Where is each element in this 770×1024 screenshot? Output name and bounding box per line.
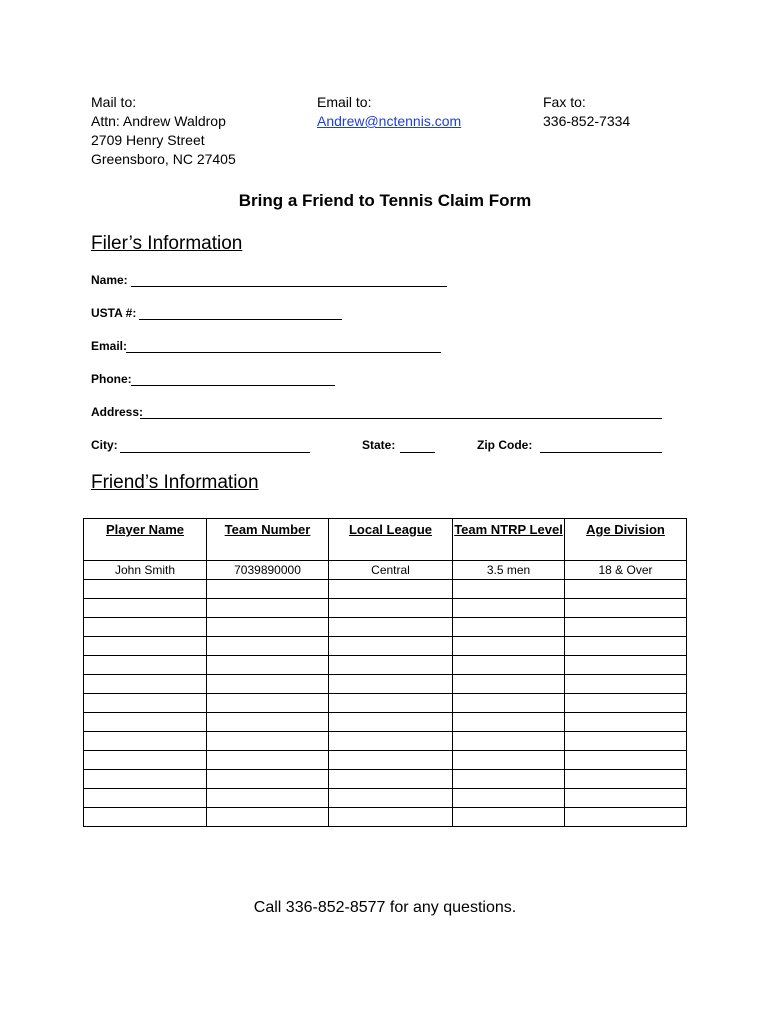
table-cell[interactable]: Central xyxy=(329,561,453,580)
table-row xyxy=(84,637,687,656)
table-cell[interactable] xyxy=(329,732,453,751)
table-cell[interactable] xyxy=(84,694,207,713)
table-cell[interactable] xyxy=(565,694,687,713)
friend-section-heading: Friend’s Information xyxy=(91,472,259,493)
table-row xyxy=(84,656,687,675)
email-to-block xyxy=(317,93,461,131)
table-row xyxy=(84,751,687,770)
table-cell[interactable] xyxy=(453,751,565,770)
email-input-line[interactable] xyxy=(126,352,441,353)
table-row xyxy=(84,618,687,637)
table-cell[interactable] xyxy=(453,599,565,618)
table-cell[interactable] xyxy=(565,732,687,751)
table-cell[interactable] xyxy=(84,599,207,618)
table-row xyxy=(84,561,687,580)
col-header-local-league: Local League xyxy=(329,519,453,561)
usta-label: USTA #: xyxy=(91,306,137,320)
table-cell[interactable] xyxy=(84,675,207,694)
table-row xyxy=(84,580,687,599)
table-cell[interactable] xyxy=(207,751,329,770)
table-cell[interactable] xyxy=(329,770,453,789)
table-cell[interactable] xyxy=(84,618,207,637)
form-title: Bring a Friend to Tennis Claim Form xyxy=(238,191,532,210)
table-cell[interactable] xyxy=(565,656,687,675)
table-cell[interactable] xyxy=(207,789,329,808)
table-cell[interactable] xyxy=(329,789,453,808)
table-row xyxy=(84,599,687,618)
col-header-team-number: Team Number xyxy=(207,519,329,561)
table-cell[interactable] xyxy=(84,770,207,789)
table-cell[interactable] xyxy=(84,713,207,732)
address-label: Address: xyxy=(91,405,144,419)
table-cell[interactable] xyxy=(453,770,565,789)
table-row xyxy=(84,732,687,751)
mail-to-label: Mail to: xyxy=(91,94,137,110)
table-cell[interactable] xyxy=(453,808,565,827)
phone-input-line[interactable] xyxy=(131,385,335,386)
table-cell[interactable] xyxy=(329,599,453,618)
city-label: City: xyxy=(91,438,118,452)
table-row xyxy=(84,713,687,732)
table-cell[interactable] xyxy=(565,580,687,599)
table-cell[interactable] xyxy=(329,637,453,656)
fax-to-block xyxy=(543,93,630,131)
table-cell[interactable] xyxy=(207,713,329,732)
table-cell[interactable] xyxy=(565,599,687,618)
table-cell[interactable] xyxy=(565,770,687,789)
col-header-ntrp-level: Team NTRP Level xyxy=(453,519,565,561)
table-cell[interactable] xyxy=(565,789,687,808)
name-label: Name: xyxy=(91,273,128,287)
phone-label: Phone: xyxy=(91,372,132,386)
table-cell[interactable]: 7039890000 xyxy=(207,561,329,580)
email-link[interactable]: Andrew@nctennis.com xyxy=(317,113,462,129)
table-cell[interactable] xyxy=(565,751,687,770)
table-cell[interactable] xyxy=(453,694,565,713)
table-cell[interactable] xyxy=(207,580,329,599)
col-header-player-name: Player Name xyxy=(84,519,207,561)
table-cell[interactable] xyxy=(207,675,329,694)
table-cell[interactable] xyxy=(329,694,453,713)
table-cell[interactable] xyxy=(565,713,687,732)
table-row xyxy=(84,675,687,694)
table-cell[interactable] xyxy=(565,618,687,637)
address-input-line[interactable] xyxy=(140,418,662,419)
table-cell[interactable] xyxy=(329,713,453,732)
mail-to-block xyxy=(91,93,236,169)
table-cell[interactable] xyxy=(207,599,329,618)
email-to-label: Email to: xyxy=(317,94,372,110)
table-cell[interactable] xyxy=(207,618,329,637)
table-cell[interactable] xyxy=(565,808,687,827)
fax-to-label: Fax to: xyxy=(543,94,586,110)
table-cell[interactable] xyxy=(84,732,207,751)
table-cell[interactable] xyxy=(207,656,329,675)
table-cell[interactable] xyxy=(329,808,453,827)
table-cell[interactable] xyxy=(84,656,207,675)
zip-label: Zip Code: xyxy=(477,438,533,452)
zip-input-line[interactable] xyxy=(540,452,662,453)
table-cell[interactable] xyxy=(329,675,453,694)
table-cell[interactable] xyxy=(329,751,453,770)
table-cell[interactable] xyxy=(453,713,565,732)
table-cell[interactable] xyxy=(453,580,565,599)
col-header-age-division: Age Division xyxy=(565,519,687,561)
friends-table-header xyxy=(84,519,687,561)
table-cell[interactable] xyxy=(207,637,329,656)
table-cell[interactable] xyxy=(565,637,687,656)
usta-input-line[interactable] xyxy=(139,319,342,320)
table-cell[interactable] xyxy=(207,770,329,789)
mail-city: Greensboro, NC 27405 xyxy=(91,151,236,167)
friends-table xyxy=(83,518,687,827)
table-cell[interactable] xyxy=(453,732,565,751)
mail-attn: Attn: Andrew Waldrop xyxy=(91,113,226,129)
name-input-line[interactable] xyxy=(131,286,447,287)
state-label: State: xyxy=(362,438,396,452)
table-cell[interactable]: John Smith xyxy=(84,561,207,580)
table-cell[interactable] xyxy=(84,808,207,827)
table-cell[interactable] xyxy=(453,637,565,656)
table-cell[interactable] xyxy=(84,637,207,656)
city-input-line[interactable] xyxy=(120,452,310,453)
email-label: Email: xyxy=(91,339,128,353)
table-cell[interactable] xyxy=(84,751,207,770)
table-cell[interactable]: 18 & Over xyxy=(565,561,687,580)
table-cell[interactable] xyxy=(453,618,565,637)
table-row xyxy=(84,808,687,827)
table-cell[interactable] xyxy=(207,732,329,751)
fax-number: 336-852-7334 xyxy=(543,113,631,129)
table-cell[interactable]: 3.5 men xyxy=(453,561,565,580)
table-row xyxy=(84,770,687,789)
table-row xyxy=(84,694,687,713)
table-row xyxy=(84,789,687,808)
mail-street: 2709 Henry Street xyxy=(91,132,205,148)
table-cell[interactable] xyxy=(453,675,565,694)
table-cell[interactable] xyxy=(84,580,207,599)
table-cell[interactable] xyxy=(329,618,453,637)
table-cell[interactable] xyxy=(453,656,565,675)
footer-contact-note: Call 336-852-8577 for any questions. xyxy=(253,899,517,916)
filer-section-heading: Filer’s Information xyxy=(91,233,243,254)
table-cell[interactable] xyxy=(565,675,687,694)
table-cell[interactable] xyxy=(329,656,453,675)
table-cell[interactable] xyxy=(207,808,329,827)
table-cell[interactable] xyxy=(84,789,207,808)
state-input-line[interactable] xyxy=(400,452,435,453)
table-cell[interactable] xyxy=(329,580,453,599)
table-cell[interactable] xyxy=(207,694,329,713)
table-cell[interactable] xyxy=(453,789,565,808)
